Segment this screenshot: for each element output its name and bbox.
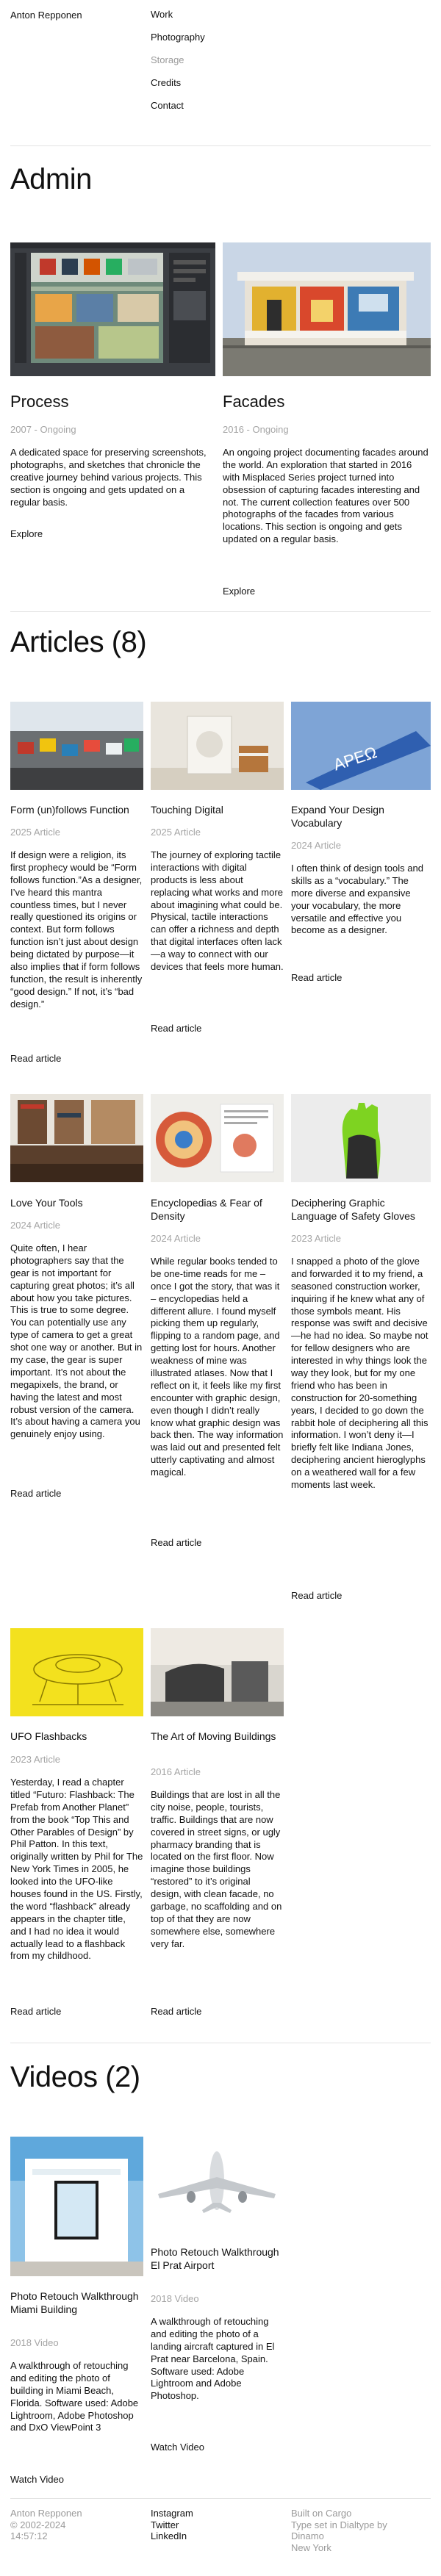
article-title[interactable]: Love Your Tools: [10, 1197, 83, 1209]
site-name[interactable]: Anton Repponen: [10, 10, 82, 21]
footer-copyright: © 2002-2024: [10, 2519, 66, 2530]
divider: [10, 2498, 431, 2499]
article-image[interactable]: [151, 702, 284, 790]
article-body: I snapped a photo of the glove and forwarded it to my friend, a seasoned construction worker, inquiring if he knew what any of those symbols meant. His response was swift and decisive—he had no idea. So maybe not for fellow designers who are interested in why things look the way they look, but for my one friend who has been in construction for 20-something years, I decided to go down the rabbit hole of deciphering all this information. I won’t deny it—I briefly felt like Indiana Jones, deciphering ancient hieroglyphs on a weathered wall for a few moments last week.: [291, 1256, 429, 1491]
read-article-link[interactable]: Read article: [10, 1488, 62, 1499]
nav-credits[interactable]: Credits: [151, 77, 182, 88]
videos-heading: Videos (2): [10, 2061, 140, 2093]
articles-heading: Articles (8): [10, 626, 147, 658]
svg-text:ΑΡΕΩ: ΑΡΕΩ: [331, 743, 379, 774]
read-article-link[interactable]: Read article: [291, 1590, 343, 1601]
video-thumbnail[interactable]: [10, 2137, 143, 2276]
footer-social: [151, 2508, 283, 2542]
footer-twitter-link[interactable]: Twitter: [151, 2519, 179, 2530]
watch-video-link[interactable]: Watch Video: [151, 2442, 204, 2453]
article-title[interactable]: Deciphering Graphic Language of Safety Gloves: [291, 1197, 415, 1223]
article-body: Quite often, I hear photographers say that the gear is not important for capturing great photos; it’s all about how you take pictures. This is true to some degree. You can potentially use any type of camera to get a great shot one way or another. But in my case, the gear is super important. It’s not about the megapixels, the brand, or having the latest and most robust version of the camera. It’s about having a camera you genuinely enjoy using.: [10, 1242, 143, 1440]
footer-linkedin-link[interactable]: LinkedIn: [151, 2530, 187, 2542]
article-body: I often think of design tools and skills as a “vocabulary.” The more diverse and expansive your vocabulary, the more versatile and effective you become as a designer.: [291, 863, 423, 936]
process-image[interactable]: [10, 242, 215, 376]
video-meta: 2018 Video: [10, 2337, 59, 2348]
footer-credits: [291, 2508, 431, 2553]
nav-contact[interactable]: Contact: [151, 100, 184, 111]
article-image[interactable]: [151, 1628, 284, 1716]
divider: [10, 611, 431, 612]
article-image[interactable]: [10, 702, 143, 790]
facades-image[interactable]: [223, 242, 431, 376]
footer-dinamo-link[interactable]: Dinamo: [291, 2530, 324, 2542]
article-meta: 2025 Article: [10, 827, 60, 838]
video-title[interactable]: Photo Retouch Walkthrough Miami Building: [10, 2290, 139, 2316]
article-title[interactable]: Encyclopedias & Fear of Density: [151, 1197, 262, 1223]
footer-location: New York: [291, 2541, 331, 2553]
read-article-link[interactable]: Read article: [10, 1053, 62, 1064]
article-title[interactable]: Expand Your Design Vocabulary: [291, 804, 384, 830]
article-image[interactable]: [10, 1628, 143, 1716]
article-image[interactable]: [291, 702, 431, 790]
article-meta: 2023 Article: [10, 1754, 60, 1765]
process-meta: 2007 - Ongoing: [10, 424, 76, 435]
read-article-link[interactable]: Read article: [10, 2006, 62, 2017]
nav-storage[interactable]: Storage: [151, 54, 184, 65]
article-meta: 2024 Article: [10, 1220, 60, 1231]
article-body: Buildings that are lost in all the city noise, people, tourists, traffic. Buildings that are now covered in street signs, or ugly pharmacy branding that is located on the first floor. Now imagine those buildings “restored” to it’s original design, with clean facade, no garbage, no scaffolding and on top of that they are now somewhere else, somewhere very far.: [151, 1789, 282, 1949]
footer-typeset: Type set in Dialtype by: [291, 2519, 387, 2530]
facades-description: An ongoing project documenting facades around the world. An exploration that started in 2016 with Misplaced Series project turned into obsession of capturing facades interesting and not. The current collection features over 500 photographs of the facades from various locations. This section is ongoing and gets updated on a regular basis.: [223, 447, 429, 545]
article-title[interactable]: Form (un)follows Function: [10, 804, 129, 816]
article-meta: 2016 Article: [151, 1766, 201, 1777]
facades-explore-link[interactable]: Explore: [223, 586, 256, 597]
article-body: Yesterday, I read a chapter titled “Futuro: Flashback: The Prefab from Another Planet” from the book “Top This and Other Parables of Design” by Phil Patton. In this text, originally written by Phil for The New York Times in 2005, he looked into the UFO-like houses found in the US. Firstly, the word “flashback” already appears in the chapter title, and I had no idea it would actually lead to a flashback from my childhood.: [10, 1777, 143, 1962]
article-meta: 2024 Article: [291, 840, 341, 851]
footer-instagram-link[interactable]: Instagram: [151, 2508, 193, 2519]
process-explore-link[interactable]: Explore: [10, 528, 43, 539]
read-article-link[interactable]: Read article: [291, 972, 343, 983]
article-meta: 2024 Article: [151, 1233, 201, 1244]
footer-name[interactable]: Anton Repponen: [10, 2508, 82, 2519]
footer-info: [10, 2508, 143, 2542]
video-body: A walkthrough of retouching and editing the photo of a landing aircraft captured in El Prat near Barcelona, Spain. Software used: Adobe Lightroom and Adobe Photoshop.: [151, 2316, 275, 2402]
video-thumbnail[interactable]: [151, 2137, 284, 2232]
video-title[interactable]: Photo Retouch Walkthrough El Prat Airport: [151, 2246, 279, 2272]
admin-heading: Admin: [10, 163, 92, 195]
video-meta: 2018 Video: [151, 2293, 199, 2304]
divider: [10, 145, 431, 146]
nav-work[interactable]: Work: [151, 9, 173, 20]
article-body: While regular books tended to be one-time reads for me – once I got the story, that was it – encyclopedias held a different allure. I found myself picking them up regularly, flipping to a random page, and getting lost for hours. Another weakness of mine was illustrated atlases. Now that I reflect on it, it feels like my first encounter with graphic design, even though I didn’t really know what graphic design was back then. The way information was laid out and presented felt utterly captivating and almost magical.: [151, 1256, 284, 1478]
footer-cargo-link[interactable]: Built on Cargo: [291, 2508, 352, 2519]
article-title[interactable]: Touching Digital: [151, 804, 223, 816]
article-image[interactable]: [10, 1094, 143, 1182]
read-article-link[interactable]: Read article: [151, 1537, 202, 1548]
facades-title[interactable]: Facades: [223, 392, 285, 411]
process-title[interactable]: Process: [10, 392, 69, 411]
article-meta: 2025 Article: [151, 827, 201, 838]
nav-photography[interactable]: Photography: [151, 32, 205, 43]
main-nav: [151, 9, 205, 123]
process-description: A dedicated space for preserving screenshots, photographs, and sketches that chronicle the creative journey behind various projects. This section is ongoing and gets updated on a regular basis.: [10, 447, 207, 508]
article-title[interactable]: The Art of Moving Buildings: [151, 1730, 276, 1742]
article-image[interactable]: [291, 1094, 431, 1182]
video-body: A walkthrough of retouching and editing the photo of building in Miami Beach, Florida. Software used: Adobe Lightroom, Adobe Photoshop and DxO ViewPoint 3: [10, 2360, 139, 2433]
read-article-link[interactable]: Read article: [151, 1023, 202, 1034]
article-body: If design were a religion, its first prophecy would be “Form follows function.”As a designer, I’ve heard this mantra countless times, but I never really questioned its origins or context. But form follows function isn’t just about design being dictated by purpose—it also implies that if form follows function, the result is inherently “good design.” If not, it’s “bad design.”: [10, 849, 143, 1010]
facades-meta: 2016 - Ongoing: [223, 424, 289, 435]
watch-video-link[interactable]: Watch Video: [10, 2474, 64, 2485]
article-image[interactable]: [151, 1094, 284, 1182]
article-meta: 2023 Article: [291, 1233, 341, 1244]
footer-time: 14:57:12: [10, 2530, 48, 2542]
article-body: The journey of exploring tactile interactions with digital products is less about replacing what works and more about imagining what could be. Physical, tactile interactions can offer a richness and depth that digital interfaces often lack—a way to connect with our devices that feels more human.: [151, 849, 284, 973]
article-title[interactable]: UFO Flashbacks: [10, 1730, 87, 1742]
read-article-link[interactable]: Read article: [151, 2006, 202, 2017]
